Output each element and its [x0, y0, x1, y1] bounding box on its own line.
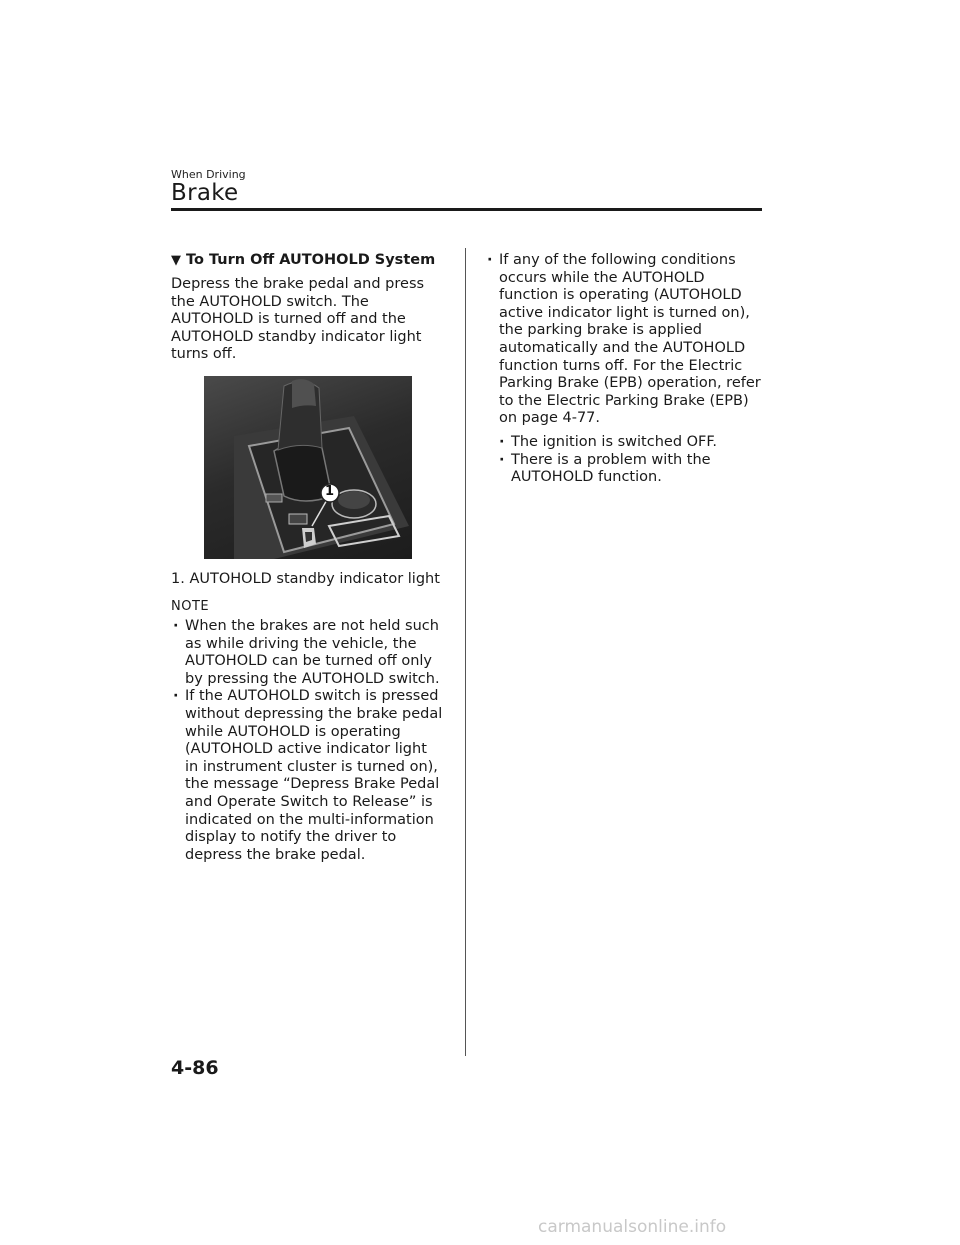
console-illustration [204, 376, 412, 559]
intro-paragraph: Depress the brake pedal and press the AUTOHOLD switch. The AUTOHOLD is turned off and the AUTOHOLD standby indicator light turns off. [171, 276, 425, 363]
shifter-console-photo [204, 376, 412, 559]
header-section-label: When Driving [171, 168, 246, 181]
condition-sub-item: · The ignition is switched OFF. [497, 434, 765, 452]
figure-caption: 1. AUTOHOLD standby indicator light [171, 570, 440, 587]
column-divider [465, 248, 466, 1056]
note-list [171, 618, 443, 864]
left-column [171, 252, 443, 864]
note-item: · If the AUTOHOLD switch is pressed without depressing the brake pedal while AUTOHOLD is operating (AUTOHOLD active indicator light in instrument cluster is turned on), the message “Depress Brake Pedal and Operate Switch to Release” is indicated on the multi-information display to notify the driver to depress the brake pedal. [171, 688, 443, 864]
page-title: Brake [171, 180, 239, 206]
note-label: NOTE [171, 598, 210, 614]
triangle-down-icon: ▼ [171, 252, 181, 268]
callout-number: 1 [325, 483, 335, 499]
condition-sub-list [497, 434, 765, 487]
right-column [485, 252, 765, 487]
section-heading [171, 252, 443, 268]
condition-list [485, 252, 765, 428]
note-item: · When the brakes are not held such as while driving the vehicle, the AUTOHOLD can be turned off only by pressing the AUTOHOLD switch. [171, 618, 443, 688]
condition-sub-item: · There is a problem with the AUTOHOLD function. [497, 452, 765, 487]
condition-intro-item: · If any of the following conditions occurs while the AUTOHOLD function is operating (AUTOHOLD active indicator light is turned on), the parking brake is applied automatically and the AUTOHOLD function turns off. For the Electric Parking Brake (EPB) operation, refer to the Electric Parking Brake (EPB) on page 4-77. [485, 252, 765, 428]
header-rule [171, 208, 762, 211]
section-heading-text: To Turn Off AUTOHOLD System [186, 252, 436, 268]
page-number: 4-86 [171, 1057, 219, 1079]
watermark: carmanualsonline.info [538, 1217, 727, 1237]
